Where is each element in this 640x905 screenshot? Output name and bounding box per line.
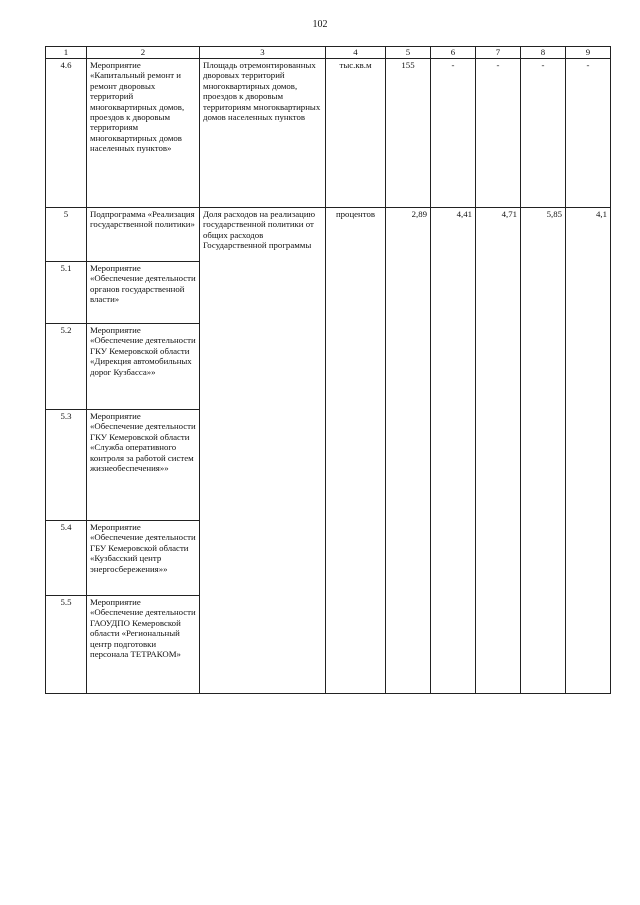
row-value-8: -	[521, 59, 566, 208]
row-value-7: 4,71	[476, 208, 521, 694]
row-number: 5.2	[46, 324, 87, 410]
row-unit: процентов	[326, 208, 386, 694]
row-value-8: 5,85	[521, 208, 566, 694]
column-header: 3	[200, 47, 326, 59]
table-row	[46, 59, 611, 208]
row-value-6: 4,41	[431, 208, 476, 694]
column-header: 5	[386, 47, 431, 59]
row-value-9: 4,1	[566, 208, 611, 694]
row-number: 5.4	[46, 521, 87, 596]
column-header: 9	[566, 47, 611, 59]
column-header: 6	[431, 47, 476, 59]
column-header: 1	[46, 47, 87, 59]
row-name: Мероприятие «Капитальный ремонт и ремонт дворовых территорий многоквартирных домов, проездов к дворовым территориям многоквартирных домов населенных пунктов»	[87, 59, 200, 208]
row-number: 4.6	[46, 59, 87, 208]
row-name: Подпрограмма «Реализация государственной политики»	[87, 208, 200, 262]
column-header: 8	[521, 47, 566, 59]
row-name: Мероприятие «Обеспечение деятельности органов государственной власти»	[87, 262, 200, 324]
row-name: Мероприятие «Обеспечение деятельности ГАОУДПО Кемеровской области «Региональный центр подготовки персонала ТЕТРАКОМ»	[87, 596, 200, 694]
row-number: 5	[46, 208, 87, 262]
row-value-5: 2,89	[386, 208, 431, 694]
indicator-table	[45, 46, 611, 694]
row-number: 5.5	[46, 596, 87, 694]
row-indicator: Площадь отремонтированных дворовых территорий многоквартирных домов, проездов к дворовым территориям многоквартирных домов населенных пунктов	[200, 59, 326, 208]
row-value-6: -	[431, 59, 476, 208]
page-number: 102	[312, 19, 328, 30]
row-number: 5.1	[46, 262, 87, 324]
row-value-7: -	[476, 59, 521, 208]
row-indicator: Доля расходов на реализацию государственной политики от общих расходов Государственной программы	[200, 208, 326, 694]
table-row	[46, 208, 611, 262]
row-value-5: 155	[386, 59, 431, 208]
row-name: Мероприятие «Обеспечение деятельности ГКУ Кемеровской области «Служба оперативного контроля за работой систем жизнеобеспечения»»	[87, 410, 200, 521]
column-header: 2	[87, 47, 200, 59]
column-header: 4	[326, 47, 386, 59]
row-value-9: -	[566, 59, 611, 208]
header-row	[46, 47, 611, 59]
row-name: Мероприятие «Обеспечение деятельности ГБУ Кемеровской области «Кузбасский центр энергосбережения»»	[87, 521, 200, 596]
row-unit: тыс.кв.м	[326, 59, 386, 208]
row-number: 5.3	[46, 410, 87, 521]
row-name: Мероприятие «Обеспечение деятельности ГКУ Кемеровской области «Дирекция автомобильных дорог Кузбасса»»	[87, 324, 200, 410]
column-header: 7	[476, 47, 521, 59]
